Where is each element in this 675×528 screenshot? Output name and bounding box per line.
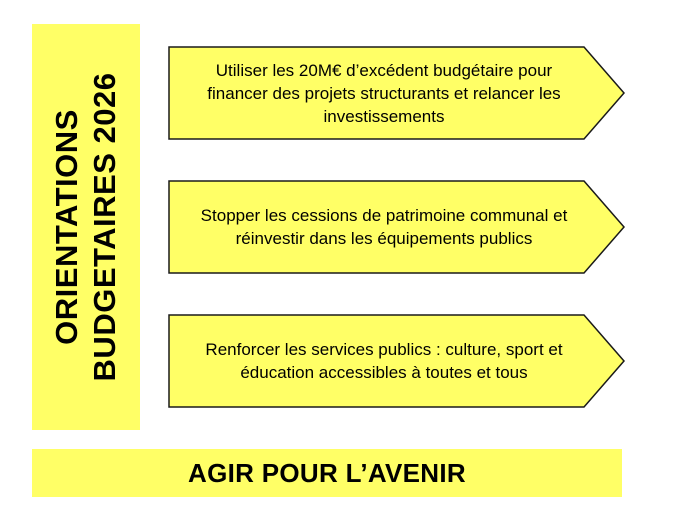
orientation-arrow-2 bbox=[168, 180, 626, 274]
side-title-line-1: ORIENTATIONS bbox=[49, 109, 84, 345]
orientation-text-2: Stopper les cessions de patrimoine communal et réinvestir dans les équipements publics bbox=[200, 206, 568, 248]
side-title-line-2: BUDGETAIRES 2026 bbox=[87, 72, 122, 382]
orientation-text-1: Utiliser les 20M€ d’excédent budgétaire pour financer des projets structurants et relancer les investissements bbox=[207, 60, 561, 126]
orientation-text-3: Renforcer les services publics : culture, sport et éducation accessibles à toutes et tous bbox=[205, 340, 563, 382]
orientation-arrow-1 bbox=[168, 46, 626, 140]
orientation-arrow-3 bbox=[168, 314, 626, 408]
side-title bbox=[48, 73, 124, 382]
footer-banner bbox=[32, 449, 622, 497]
footer-label: AGIR POUR L’AVENIR bbox=[188, 457, 466, 488]
